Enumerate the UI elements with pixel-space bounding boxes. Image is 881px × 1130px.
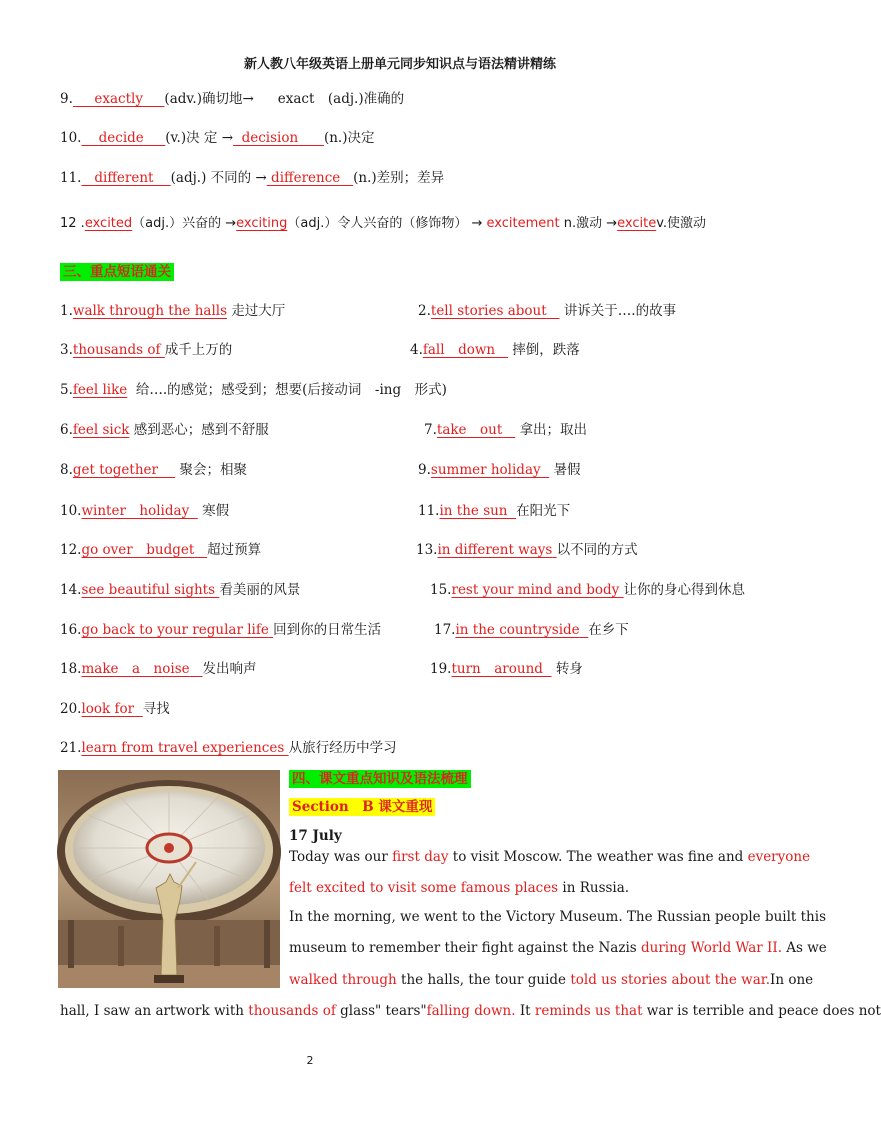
vocab-number: 11. bbox=[60, 170, 82, 186]
phrase-item-10: 10.winter holiday 寒假 bbox=[60, 503, 230, 519]
section-heading-section-b bbox=[289, 798, 435, 816]
phrase-item-14: 14.see beautiful sights 看美丽的风景 bbox=[60, 582, 301, 598]
vocab-answer-2: difference bbox=[271, 170, 341, 186]
section-title: 四、课文重点知识及语法梳理 bbox=[289, 770, 471, 788]
vocab-answer-4: excite bbox=[617, 216, 657, 231]
vocab-answer: exactly bbox=[94, 91, 143, 107]
page-header-title: 新人教八年级英语上册单元同步知识点与语法精讲精练 bbox=[243, 57, 556, 72]
vocab-line-10 bbox=[60, 129, 374, 147]
phrase-item-5: 5.feel like 给….的感觉；感受到；想要(后接动词 -ing 形式) bbox=[60, 382, 447, 398]
section-heading-text-review bbox=[289, 770, 471, 788]
vocab-answer-2: exciting bbox=[236, 216, 288, 231]
phrase-item-8: 8.get together 聚会；相聚 bbox=[60, 462, 247, 478]
vocab-text: (adj.) 不同的 → bbox=[170, 170, 267, 186]
section-heading-phrases bbox=[60, 263, 174, 281]
vocab-text-3: n.激动 → bbox=[559, 216, 618, 231]
page-number: 2 bbox=[306, 1054, 314, 1067]
phrase-item-12: 12.go over budget 超过预算 bbox=[60, 542, 262, 558]
vocab-text-2: (n.)决定 bbox=[323, 130, 375, 146]
vocab-text-2: （adj.）令人兴奋的（修饰物） → bbox=[287, 216, 483, 231]
vocab-text: （adj.）兴奋的 → bbox=[132, 216, 237, 231]
phrase-item-7: 7.take out 拿出；取出 bbox=[424, 422, 587, 438]
vocab-answer: different bbox=[94, 170, 154, 186]
phrase-item-1: 1.walk through the halls 走过大厅 bbox=[60, 303, 286, 319]
vocab-number: 10. bbox=[60, 130, 82, 146]
vocab-text-2: (n.)差别；差异 bbox=[353, 170, 445, 186]
passage-line-6: hall, I saw an artwork with thousands of glass" tears"falling down. It reminds us that war is terrible and peace does not bbox=[60, 1003, 881, 1019]
vocab-answer-3: excitement bbox=[486, 216, 560, 231]
vocab-number: 12 . bbox=[60, 216, 85, 231]
phrase-item-18: 18.make a noise 发出响声 bbox=[60, 661, 257, 677]
passage-line-5: walked through the halls, the tour guide told us stories about the war.In one bbox=[289, 972, 814, 988]
phrase-item-4: 4.fall down 摔倒，跌落 bbox=[410, 342, 580, 358]
vocab-line-12 bbox=[60, 215, 706, 233]
phrase-item-16: 16.go back to your regular life 回到你的日常生活 bbox=[60, 622, 382, 638]
vocab-answer: decide bbox=[98, 130, 144, 146]
phrase-item-13: 13.in different ways 以不同的方式 bbox=[416, 542, 638, 558]
museum-dome-photo bbox=[58, 770, 280, 988]
section-b-title: Section B 课文重现 bbox=[289, 798, 435, 816]
phrase-item-11: 11.in the sun 在阳光下 bbox=[418, 503, 571, 519]
phrase-item-2: 2.tell stories about 讲诉关于….的故事 bbox=[418, 303, 677, 319]
phrase-item-6: 6.feel sick 感到恶心；感到不舒服 bbox=[60, 422, 269, 438]
passage-line-2: felt excited to visit some famous places in Russia. bbox=[289, 880, 630, 896]
phrase-item-19: 19.turn around 转身 bbox=[430, 661, 583, 677]
passage-line-4: museum to remember their fight against the Nazis during World War II. As we bbox=[289, 940, 827, 956]
phrase-item-9: 9.summer holiday 暑假 bbox=[418, 462, 581, 478]
phrase-item-17: 17.in the countryside 在乡下 bbox=[434, 622, 629, 638]
vocab-line-11 bbox=[60, 169, 444, 187]
vocab-text: (v.)决 定 → bbox=[165, 130, 234, 146]
phrase-item-15: 15.rest your mind and body 让你的身心得到休息 bbox=[430, 582, 746, 598]
vocab-number: 9. bbox=[60, 91, 73, 107]
vocab-answer-2: decision bbox=[241, 130, 299, 146]
section-title: 三、重点短语通关 bbox=[60, 263, 174, 281]
vocab-line-9 bbox=[60, 90, 404, 108]
vocab-answer: excited bbox=[84, 216, 133, 231]
phrase-item-20: 20.look for 寻找 bbox=[60, 701, 170, 717]
phrase-item-3: 3.thousands of 成千上万的 bbox=[60, 342, 233, 358]
vocab-extra: exact (adj.)准确的 bbox=[277, 91, 405, 107]
passage-date: 17 July bbox=[289, 828, 342, 844]
passage-line-3: In the morning, we went to the Victory Museum. The Russian people built this bbox=[289, 909, 826, 925]
passage-line-1: Today was our first day to visit Moscow. The weather was fine and everyone bbox=[289, 849, 811, 865]
vocab-text: (adv.)确切地→ bbox=[164, 91, 254, 107]
vocab-text-4: v.使激动 bbox=[656, 216, 707, 231]
phrase-item-21: 21.learn from travel experiences 从旅行经历中学习 bbox=[60, 740, 397, 756]
